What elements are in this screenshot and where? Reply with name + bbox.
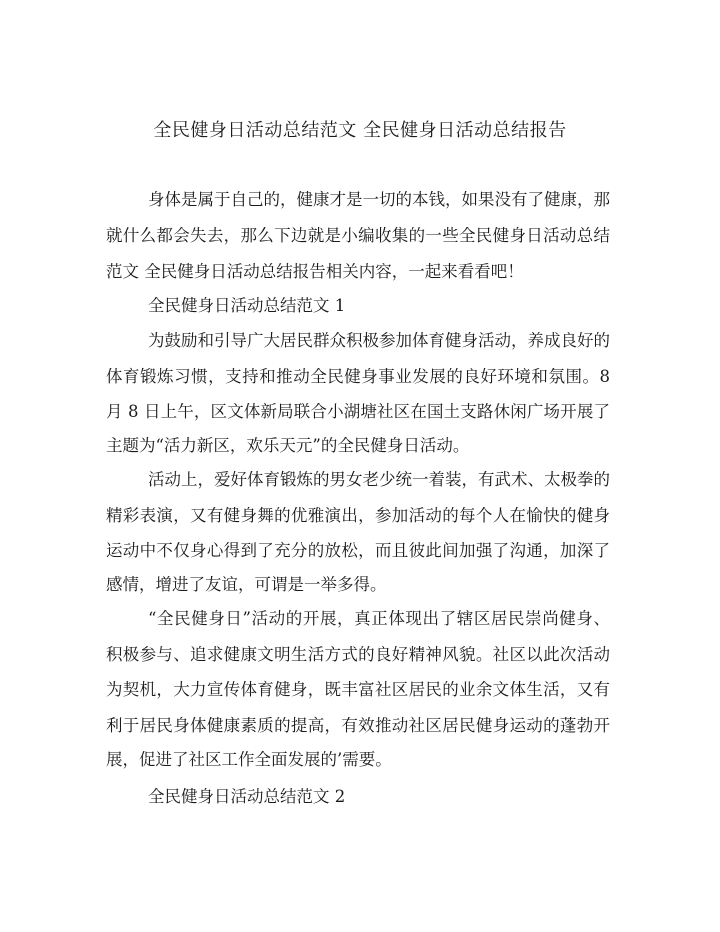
document-title: 全民健身日活动总结范文 全民健身日活动总结报告	[153, 120, 567, 141]
paragraph-line: 主题为“活力新区，欢乐天元”的全民健身日活动。	[106, 436, 470, 455]
paragraph-line: 活动上，爱好体育锻炼的男女老少统一着装，有武术、太极拳的	[148, 470, 610, 489]
paragraph-line: 展，促进了社区工作全面发展的’需要。	[106, 750, 392, 769]
paragraph-line: 运动中不仅身心得到了充分的放松，而且彼此间加强了沟通，加深了	[106, 541, 610, 560]
paragraph-line: “全民健身日”活动的开展，真正体现出了辖区居民崇尚健身、	[148, 609, 610, 628]
paragraph-line: 利于居民身体健康素质的提高，有效推动社区居民健身运动的蓬勃开	[106, 716, 610, 735]
paragraph-line: 感情，增进了友谊，可谓是一举多得。	[106, 575, 387, 594]
paragraph-line: 精彩表演，又有健身舞的优雅演出，参加活动的每个人在愉快的健身	[106, 506, 610, 525]
paragraph-line: 就什么都会失去，那么下边就是小编收集的一些全民健身日活动总结	[106, 226, 610, 245]
paragraph-line: 积极参与、追求健康文明生活方式的良好精神风貌。社区以此次活动	[106, 645, 610, 664]
section-heading: 全民健身日活动总结范文 2	[148, 787, 346, 806]
section-heading: 全民健身日活动总结范文 1	[148, 296, 346, 315]
paragraph-line: 为契机，大力宣传体育健身，既丰富社区居民的业余文体生活，又有	[106, 680, 610, 699]
paragraph-line: 为鼓励和引导广大居民群众积极参加体育健身活动，养成良好的	[148, 331, 610, 350]
paragraph-line: 范文 全民健身日活动总结报告相关内容，一起来看看吧！	[106, 262, 524, 281]
paragraph-line: 月 8 日上午，区文体新局联合小湖塘社区在国土支路休闲广场开展了	[106, 402, 610, 421]
paragraph-line: 身体是属于自己的，健康才是一切的本钱，如果没有了健康，那	[148, 190, 610, 209]
paragraph-line: 体育锻炼习惯，支持和推动全民健身事业发展的良好环境和氛围。8	[106, 367, 610, 386]
